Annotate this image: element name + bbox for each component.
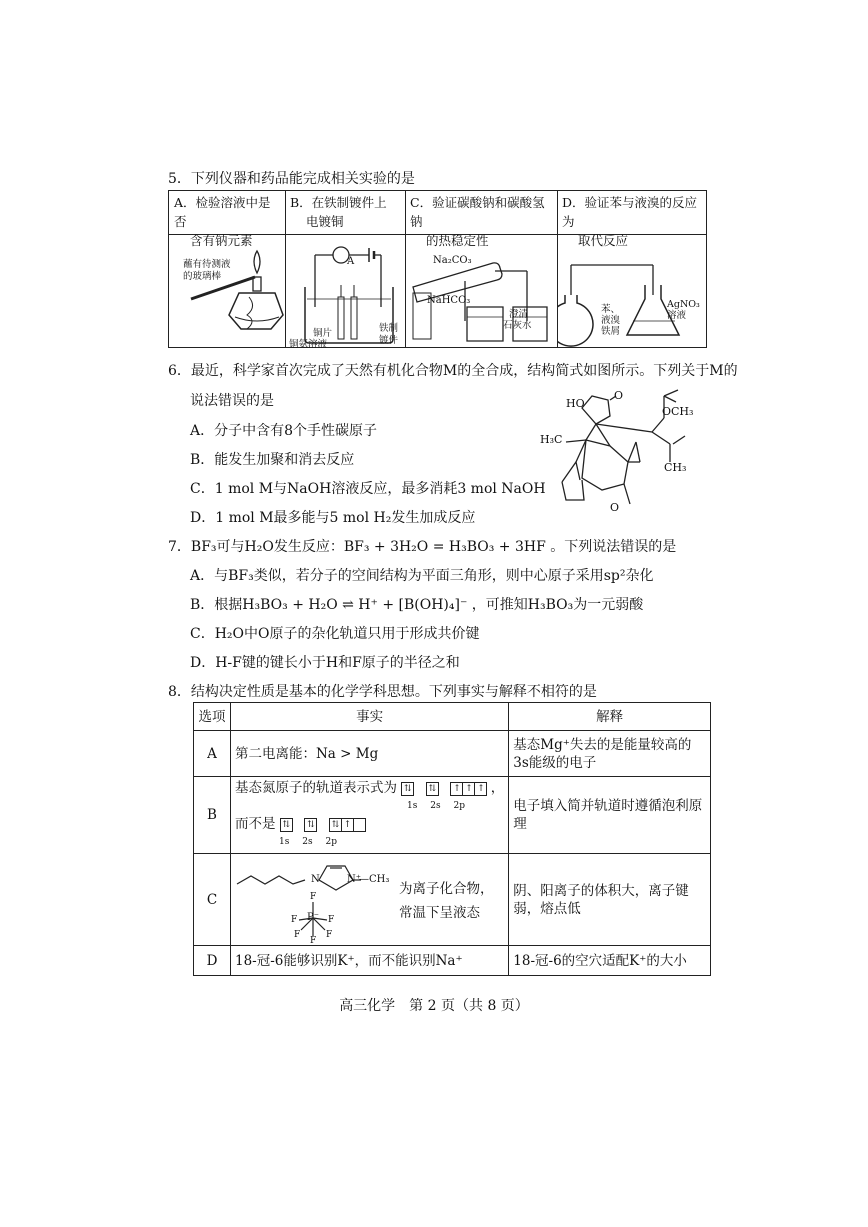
alcohol-lamp-diagram	[169, 235, 285, 347]
q6-stem-1: 6．最近，科学家首次完成了天然有机化合物M的全合成，结构简式如图所示。下列关于M的	[168, 363, 738, 379]
q7-option-a: A．与BF₃类似，若分子的空间结构为平面三角形，则中心原子采用sp²杂化	[190, 568, 654, 584]
q7-option-c: C．H₂O中O原子的杂化轨道只用于形成共价键	[190, 626, 480, 642]
table-header-row: 选项 事实 解释	[194, 703, 711, 731]
q6-option-c: C．1 mol M与NaOH溶液反应，最多消耗3 mol NaOH	[190, 481, 546, 497]
q8-stem: 8．结构决定性质是基本的化学学科思想。下列事实与解释不相符的是	[168, 684, 597, 700]
q5-cell-a: A．检验溶液中是否 含有钠元素 蘸有待测液 的玻璃棒	[169, 191, 286, 347]
ammeter-label: A	[347, 256, 355, 267]
q7-option-d: D．H-F键的键长小于H和F原子的半径之和	[190, 655, 460, 671]
q6-stem-2: 说法错误的是	[190, 393, 274, 409]
q5-table	[168, 190, 707, 348]
q5-a-title: A．检验溶液中是否	[174, 195, 271, 229]
table-row: C N N⁺ —CH₃ P⁻ F F F F F F 为离子化合物， 常温下呈液态 阴、阳离子的体积大，离子键弱，熔点低	[194, 854, 711, 946]
table-row: A 第二电离能：Na > Mg 基态Mg⁺失去的是能量较高的3s能级的电子	[194, 731, 711, 777]
q8-table	[193, 702, 711, 976]
q6-option-b: B．能发生加聚和消去反应	[190, 452, 355, 468]
table-row: B 基态氮原子的轨道表示式为 ⇅ ⇅ ↑ ↑ ↑ ， 1s 2s 2p 而不是 ⇅ ⇅ ⇅ ↑ 1s 2s 2p 电子填入简并轨道时遵循泡利原理	[194, 777, 711, 854]
q7-stem: 7．BF₃可与H₂O发生反应：BF₃ + 3H₂O = H₃BO₃ + 3HF 。下列说法错误的是	[168, 539, 677, 555]
thermal-stability-diagram	[405, 235, 557, 347]
q6-option-d: D．1 mol M最多能与5 mol H₂发生加成反应	[190, 510, 476, 526]
q5-stem: 5．下列仪器和药品能完成相关实验的是	[168, 171, 415, 187]
table-row: D 18-冠-6能够识别K⁺，而不能识别Na⁺ 18-冠-6的空穴适配K⁺的大小	[194, 946, 711, 976]
orbital-diagram-wrong: ⇅ ⇅ ⇅ ↑	[280, 816, 365, 832]
orbital-diagram-correct: ⇅ ⇅ ↑ ↑ ↑	[401, 780, 490, 796]
q5-cell-b: B．在铁制镀件上 电镀铜 A 铜片 铜氨溶液 铁制 镀件	[285, 191, 406, 347]
q7-option-b: B．根据H₃BO₃ + H₂O ⇌ H⁺ + [B(OH)₄]⁻ ，可推知H₃BO₃为一元弱酸	[190, 597, 644, 613]
molecule-m-structure: HO O OCH₃ H₃C CH₃ O	[540, 389, 694, 514]
page-footer: 高三化学 第 2 页（共 8 页）	[339, 998, 529, 1014]
q5-cell-c: C．验证碳酸钠和碳酸氢钠 的热稳定性 Na₂CO₃ NaHCO₃ 澄清 石灰水	[405, 191, 558, 347]
q5-cell-d: D．验证苯与液溴的反应为 取代反应 苯、 液溴 铁屑 AgNO₃ 溶液	[557, 191, 706, 347]
bromination-diagram	[557, 235, 706, 347]
q6-option-a: A．分子中含有8个手性碳原子	[190, 423, 378, 439]
